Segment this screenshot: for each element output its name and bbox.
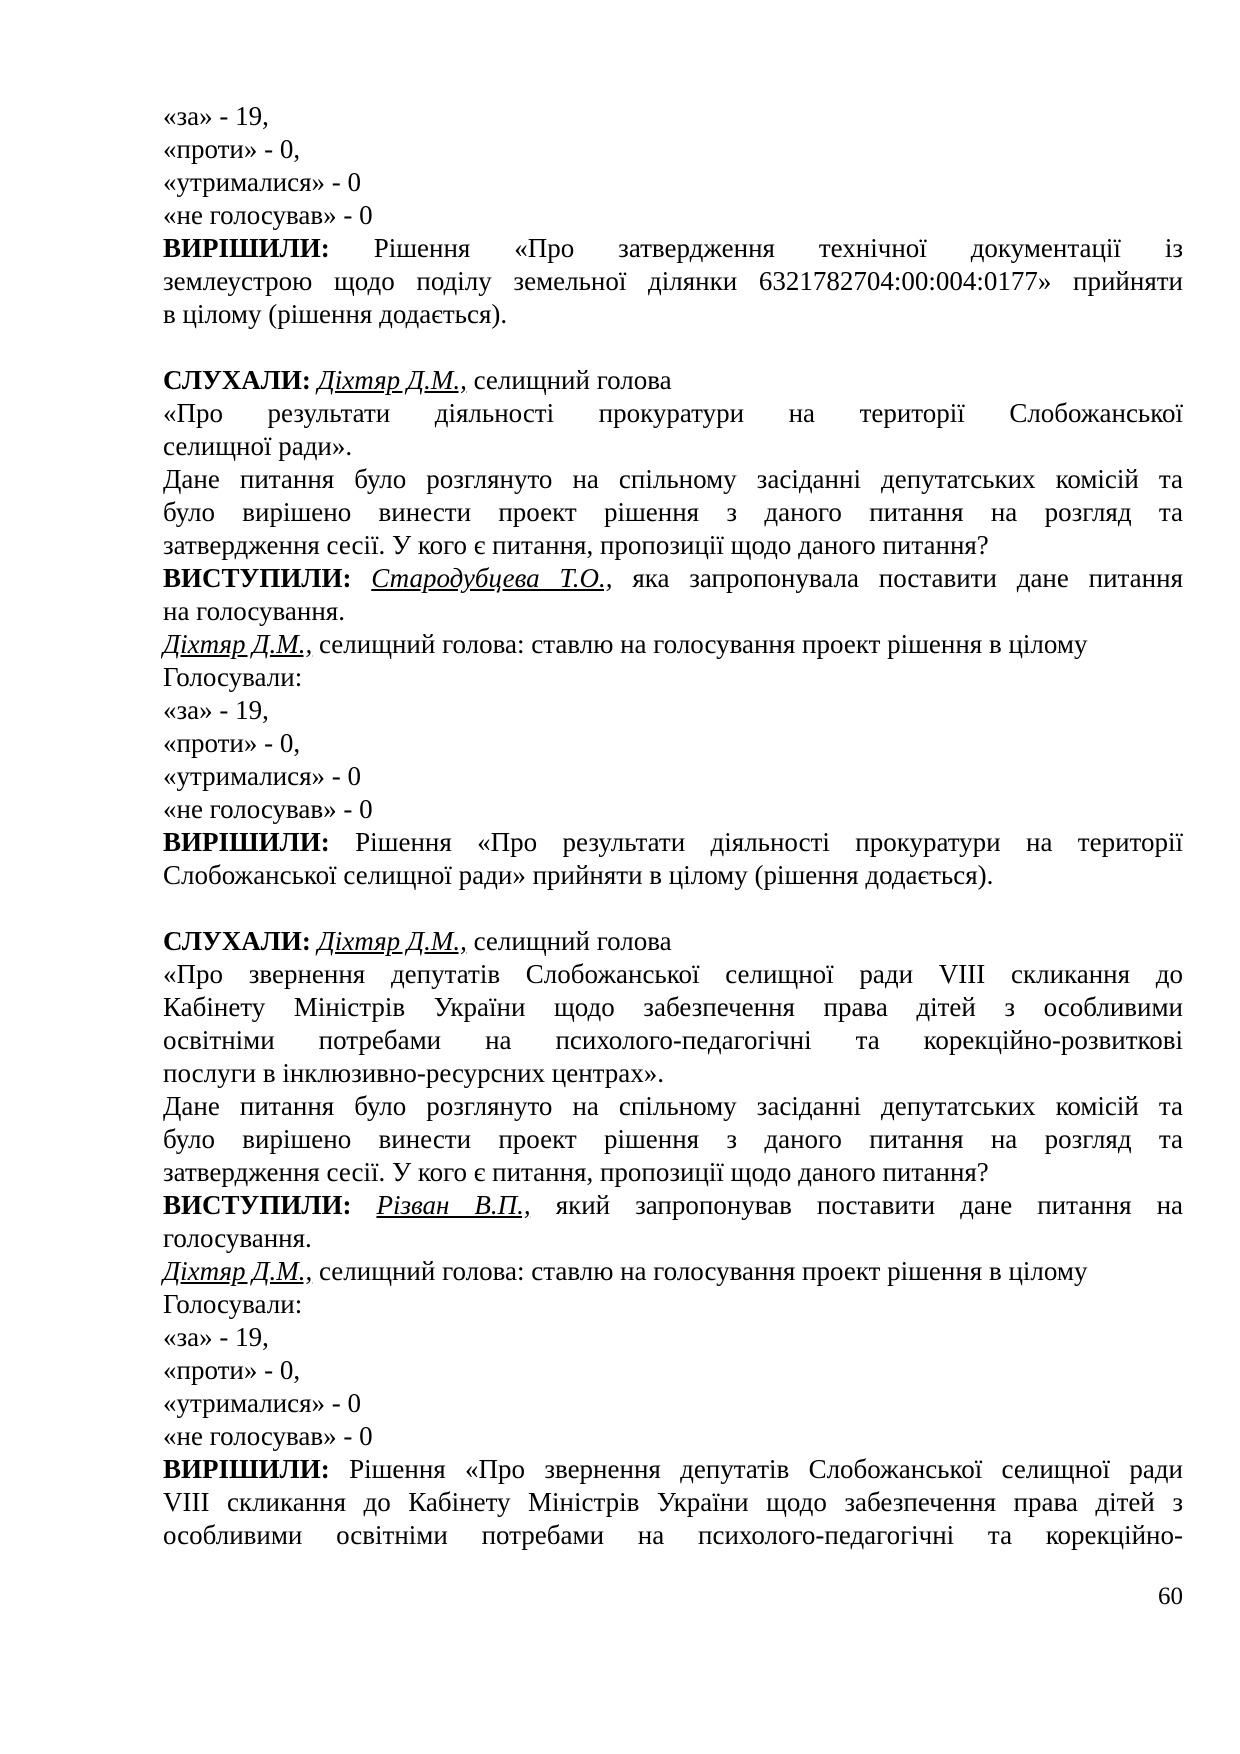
- decision-text: Рішення «Про звернення депутатів Слобожанської селищної ради: [329, 1454, 1183, 1484]
- topic-line: «Про звернення депутатів Слобожанської селищної ради VIII скликання до: [163, 959, 1183, 989]
- vote-for: «за» - 19,: [163, 101, 269, 131]
- vote-against: «проти» - 0,: [163, 134, 301, 164]
- topic-line: «Про результати діяльності прокуратури на території Слобожанської: [163, 398, 1183, 428]
- spoke-line: [163, 562, 1183, 595]
- decided-label: ВИРІШИЛИ:: [163, 827, 330, 857]
- voted-label: Голосували:: [163, 662, 303, 692]
- decided-label: ВИРІШИЛИ:: [163, 1454, 330, 1484]
- speaker-name: Стародубцева Т.О.,: [371, 563, 613, 593]
- speaker-role: селищний голова: [466, 926, 672, 956]
- spoke-line: голосування.: [163, 1223, 312, 1253]
- topic-line: Кабінету Міністрів України щодо забезпечення права дітей з особливими: [163, 992, 1183, 1022]
- chair-line: [163, 1255, 1183, 1288]
- chair-name: Діхтяр Д.М.,: [163, 629, 313, 659]
- heard-line: [163, 925, 1183, 958]
- paragraph-gap: [163, 331, 1183, 364]
- paragraph-gap: [163, 892, 1183, 925]
- spoke-line: на голосування.: [163, 596, 345, 626]
- description-line: Дане питання було розглянуто на спільному засіданні депутатських комісій та: [163, 464, 1183, 494]
- spoke-label: ВИСТУПИЛИ:: [163, 1190, 352, 1220]
- speaker-name: Діхтяр Д.М.,: [317, 926, 467, 956]
- chair-text: селищний голова: ставлю на голосування проект рішення в цілому: [312, 1256, 1088, 1286]
- chair-line: [163, 628, 1183, 661]
- speaker-name: Різван В.П.,: [376, 1190, 531, 1220]
- spoke-label: ВИСТУПИЛИ:: [163, 563, 352, 593]
- decision-line: землеустрою щодо поділу земельної ділянки 6321782704:00:004:0177» прийняти: [163, 266, 1183, 296]
- spoke-text: який запропонував поставити дане питання на: [530, 1190, 1184, 1220]
- vote-not-voted: «не голосував» - 0: [163, 1421, 373, 1451]
- vote-for: «за» - 19,: [163, 695, 269, 725]
- decision-text: Рішення «Про затвердження технічної документації із: [329, 233, 1183, 263]
- speaker-name: Діхтяр Д.М.,: [317, 365, 467, 395]
- topic-line: освітніми потребами на психолого-педагогічні та корекційно-розвиткові: [163, 1025, 1183, 1055]
- document-page: [163, 100, 1183, 1552]
- vote-not-voted: «не голосував» - 0: [163, 794, 373, 824]
- vote-against: «проти» - 0,: [163, 728, 301, 758]
- topic-line: послуги в інклюзивно-ресурсних центрах».: [163, 1058, 665, 1088]
- vote-for: «за» - 19,: [163, 1322, 269, 1352]
- vote-abstained: «утрималися» - 0: [163, 1388, 362, 1418]
- decision-line: [163, 1453, 1183, 1486]
- page-number: 60: [1158, 1583, 1183, 1610]
- description-line: було вирішено винести проект рішення з даного питання на розгляд та: [163, 497, 1183, 527]
- description-line: затвердження сесії. У кого є питання, пропозиції щодо даного питання?: [163, 1157, 989, 1187]
- decision-line: [163, 826, 1183, 859]
- decision-line: в цілому (рішення додається).: [163, 299, 508, 329]
- vote-against: «проти» - 0,: [163, 1355, 301, 1385]
- vote-abstained: «утрималися» - 0: [163, 761, 362, 791]
- voted-label: Голосували:: [163, 1289, 303, 1319]
- speaker-role: селищний голова: [466, 365, 672, 395]
- vote-abstained: «утрималися» - 0: [163, 167, 362, 197]
- heard-line: [163, 364, 1183, 397]
- description-line: Дане питання було розглянуто на спільному засіданні депутатських комісій та: [163, 1091, 1183, 1121]
- decided-label: ВИРІШИЛИ:: [163, 233, 330, 263]
- topic-line: селищної ради».: [163, 431, 353, 461]
- decision-line: Слобожанської селищної ради» прийняти в цілому (рішення додається).: [163, 860, 994, 890]
- description-line: затвердження сесії. У кого є питання, пропозиції щодо даного питання?: [163, 530, 989, 560]
- decision-line: VIII скликання до Кабінету Міністрів України щодо забезпечення права дітей з: [163, 1487, 1183, 1517]
- chair-name: Діхтяр Д.М.,: [163, 1256, 313, 1286]
- vote-not-voted: «не голосував» - 0: [163, 200, 373, 230]
- spoke-text: яка запропонувала поставити дане питання: [612, 563, 1183, 593]
- decision-line: [163, 232, 1183, 265]
- decision-text: Рішення «Про результати діяльності прокуратури на території: [329, 827, 1183, 857]
- chair-text: селищний голова: ставлю на голосування проект рішення в цілому: [312, 629, 1088, 659]
- spoke-line: [163, 1189, 1183, 1222]
- description-line: було вирішено винести проект рішення з даного питання на розгляд та: [163, 1124, 1183, 1154]
- heard-label: СЛУХАЛИ:: [163, 926, 311, 956]
- decision-line: особливими освітніми потребами на психолого-педагогічні та корекційно-: [163, 1520, 1183, 1550]
- heard-label: СЛУХАЛИ:: [163, 365, 311, 395]
